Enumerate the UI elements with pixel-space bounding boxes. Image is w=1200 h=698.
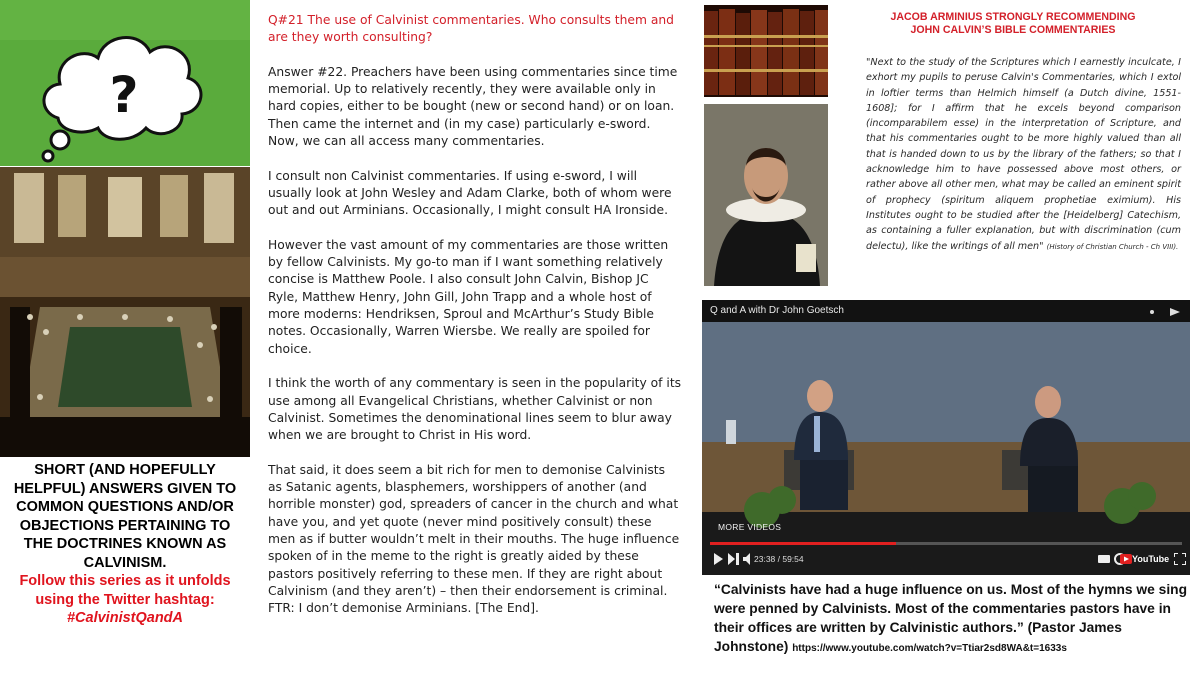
series-caption <box>0 458 250 698</box>
youtube-label[interactable]: YouTube <box>1132 554 1170 564</box>
arminius-quote <box>866 55 1181 255</box>
svg-text:?: ? <box>109 66 139 124</box>
fullscreen-icon[interactable] <box>1174 553 1186 565</box>
johnstone-quote <box>714 580 1196 658</box>
video-progress-fill <box>710 542 896 545</box>
article-body <box>268 12 682 635</box>
share-icon[interactable] <box>1148 306 1184 318</box>
video-progress-bar[interactable] <box>710 542 1182 545</box>
video-player[interactable] <box>702 300 1190 575</box>
article-paragraph: I consult non Calvinist commentaries. If using e-sword, I will usually look at John Wesley and Adam Clarke, both of whom were out and out Arminians. Occasionally, I might consult HA Ironside. <box>268 168 672 218</box>
old-books-image <box>704 5 828 97</box>
volume-icon[interactable] <box>743 553 750 565</box>
next-icon[interactable] <box>728 553 739 565</box>
caption-follow: Follow this series as it unfolds using the Twitter hashtag: <box>19 573 231 608</box>
video-link[interactable]: https://www.youtube.com/watch?v=Ttiar2sd8WA&t=1633s <box>792 643 1067 654</box>
arminius-quote-source: (History of Christian Church - Ch VIII). <box>1046 242 1179 251</box>
quote-heading-line2: JOHN CALVIN’S BIBLE COMMENTARIES <box>910 24 1116 36</box>
caption-main: SHORT (AND HOPEFULLY HELPFUL) ANSWERS GIVEN TO COMMON QUESTIONS AND/OR OBJECTIONS PERTAINING TO THE DOCTRINES KNOWN AS CALVINISM. <box>13 462 237 571</box>
more-videos-label[interactable]: MORE VIDEOS <box>718 522 782 532</box>
play-icon[interactable] <box>714 553 723 565</box>
article-paragraph: That said, it does seem a bit rich for men to demonise Calvinists as Satanic agents, blasphemers, worshippers of another (and horrible monster) god, spreaders of cancer in the church and what have you, and yet quote (never mind positively consult) these men as if butter wouldn’t melt in their mouths. The huge influence spoken of in the meme to the right is greatly aided by these pastors positively referring to these men. If they are right about Calvinism (and they aren’t) – then their endorsement is criminal. FTR: I don’t demonise Arminians. [The End]. <box>268 462 680 616</box>
johnstone-quote-text: “Calvinists have had a huge influence on us. Most of the hymns we sing were penned by Calvinists. Most of the commentaries pastors have in their offices are written by Calvinistic authors.” (Pastor James Johnstone) <box>714 582 1188 654</box>
arminius-quote-text: "Next to the study of the Scriptures which I earnestly inculcate, I exhort my pupils to peruse Calvin's Commentaries, which I extol in loftier terms than Helmich himself (a Dutch divine, 1551-1608]; for I affirm that he excels beyond comparison (incomparabilem esse) in the interpretation of Scripture, and that his commentaries ought to be more highly valued than all that is handed down to us by the library of the fathers; so that I acknowledge him to have possessed above most others, or rather above all other men, what may be called an eminent spirit of prophecy (spiritum aliquem prophetiae eximium). His Institutes ought to be studied after the [Heidelberg] Catechism, as containing a fuller explanation, but with discrimination (cum delectu), like the writings of all men" <box>866 57 1181 252</box>
youtube-logo-icon <box>1120 552 1132 566</box>
article-paragraph: Answer #22. Preachers have been using commentaries since time memorial. Up to relatively recently, they were available only in hard copies, either to be bought (new or second hand) or on loan. Then came the internet and (in my case) particularly e-sword. Now, we can all access many commentaries. <box>268 64 678 149</box>
thought-bubble-icon <box>0 0 250 166</box>
video-time: 23:38 / 59:54 <box>754 554 804 564</box>
synod-painting <box>0 167 250 457</box>
quote-heading-line1: JACOB ARMINIUS STRONGLY RECOMMENDING <box>890 11 1136 23</box>
quote-heading <box>848 11 1178 37</box>
play-controls[interactable] <box>712 552 752 566</box>
arminius-portrait <box>704 104 828 286</box>
question-mark-image <box>0 0 250 166</box>
article-paragraph: I think the worth of any commentary is seen in the popularity of its use among all Evangelical Christians, whether Calvinist or non Calvinist. Sometimes the denominational lines seem to blur away when we are brought to Christ in His word. <box>268 376 682 443</box>
article-question: Q#21 The use of Calvinist commentaries. Who consults them and are they worth consulting? <box>268 13 674 45</box>
article-paragraph: However the vast amount of my commentaries are those written by fellow Calvinists. My go-to man if I want something relatively concise is Matthew Poole. I also consult John Calvin, Bishop JC Ryle, Matthew Henry, John Gill, John Trapp and a whole host of more moderns: Hendriksen, Sproul and McArthur’s Study Bible notes. Occasionally, Warren Wiersbe. We really are spoiled for choice. <box>268 237 669 356</box>
video-title[interactable]: Q and A with Dr John Goetsch <box>710 305 844 316</box>
caption-hashtag: #CalvinistQandA <box>66 610 184 626</box>
